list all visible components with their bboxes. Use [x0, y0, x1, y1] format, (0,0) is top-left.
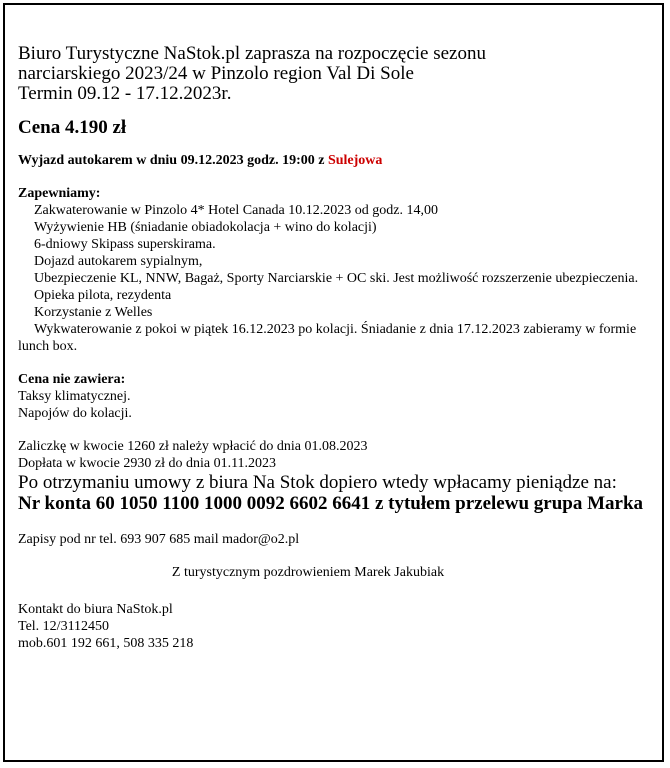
- payments-section: [18, 438, 663, 472]
- includes-item: Wyżywienie HB (śniadanie obiadokolacja + wino do kolacji): [34, 220, 377, 235]
- contact-phone: Tel. 12/3112450: [18, 619, 110, 634]
- price-heading: Cena 4.190 zł: [18, 117, 127, 138]
- contact-mobile: mob.601 192 661, 508 335 218: [18, 636, 194, 651]
- includes-item: Opieka pilota, rezydenta: [34, 288, 172, 303]
- departure-text: Wyjazd autokarem w dniu 09.12.2023 godz. 19:00 z: [18, 153, 328, 168]
- greeting-line: Z turystycznym pozdrowieniem Marek Jakubiak: [171, 565, 445, 580]
- trip-dates: Termin 09.12 - 17.12.2023r.: [18, 83, 232, 104]
- includes-item: 6-dniowy Skipass superskirama.: [34, 237, 216, 252]
- bank-account: Nr konta 60 1050 1100 1000 0092 6602 6641 z tytułem przelewu grupa Marka: [18, 493, 644, 514]
- excludes-item: Napojów do kolacji.: [18, 406, 132, 421]
- intro-line: Biuro Turystyczne NaStok.pl zaprasza na rozpoczęcie sezonu: [18, 43, 486, 64]
- contact-line: Kontakt do biura NaStok.pl: [18, 602, 173, 617]
- includes-item: Dojazd autokarem sypialnym,: [34, 254, 203, 269]
- departure-city: Sulejowa: [327, 153, 383, 168]
- includes-item: Ubezpieczenie KL, NNW, Bagaż, Sporty Narciarskie + OC ski. Jest możliwość rozszerzenie ubezpieczenia.: [34, 271, 639, 286]
- includes-heading: Zapewniamy:: [18, 186, 101, 201]
- payment-notice: Po otrzymaniu umowy z biura Na Stok dopiero wtedy wpłacamy pieniądze na:: [18, 472, 617, 493]
- includes-item: Zakwaterowanie w Pinzolo 4* Hotel Canada 10.12.2023 od godz. 14,00: [34, 203, 438, 218]
- includes-section: [18, 185, 663, 355]
- intro-line: narciarskiego 2023/24 w Pinzolo region Val Di Sole: [18, 63, 414, 84]
- includes-item: Wykwaterowanie z pokoi w piątek 16.12.2023 po kolacji. Śniadanie z dnia 17.12.2023 zabieramy w formie lunch box.: [18, 322, 637, 354]
- intro-block: [18, 44, 663, 104]
- excludes-item: Taksy klimatycznej.: [18, 389, 131, 404]
- departure-line: [18, 152, 663, 169]
- excludes-heading: Cena nie zawiera:: [18, 372, 126, 387]
- includes-item: Korzystanie z Welles: [34, 305, 153, 320]
- contact-block: [18, 601, 663, 652]
- excludes-section: [18, 371, 663, 422]
- deposit-line: Zaliczkę w kwocie 1260 zł należy wpłacić do dnia 01.08.2023: [18, 439, 368, 454]
- offer-document: [18, 44, 663, 652]
- balance-line: Dopłata w kwocie 2930 zł do dnia 01.11.2023: [18, 456, 277, 471]
- signup-line: Zapisy pod nr tel. 693 907 685 mail mador@o2.pl: [18, 532, 300, 547]
